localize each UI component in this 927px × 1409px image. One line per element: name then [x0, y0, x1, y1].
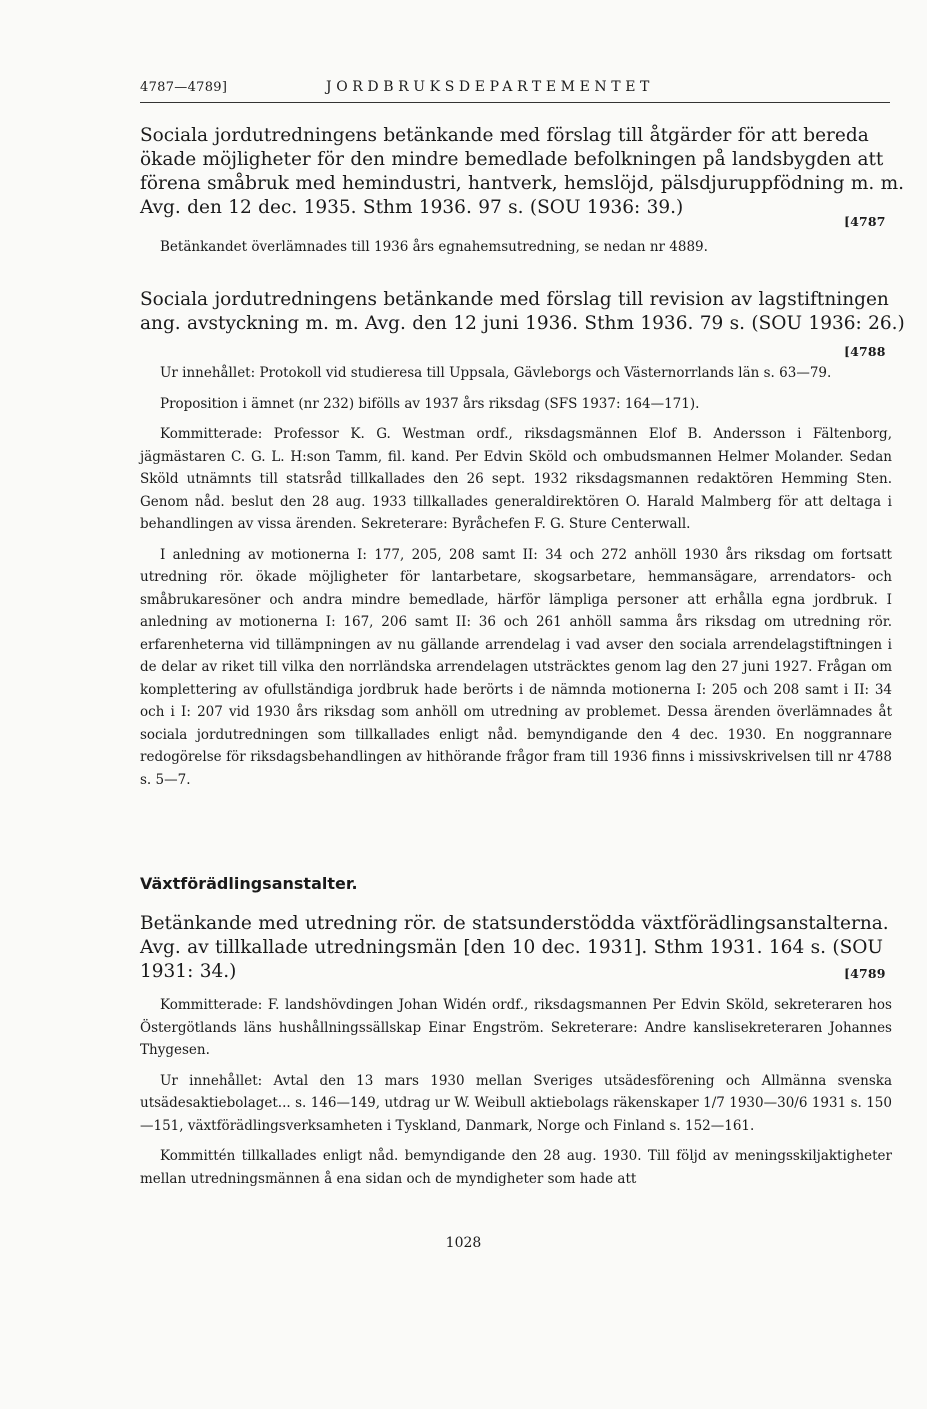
title-line: Sociala jordutredningens betänkande med förslag till revision av lagstiftningen — [140, 289, 889, 310]
title-line: Sociala jordutredningens betänkande med förslag till åtgärder för att bereda — [140, 125, 869, 146]
entry-number-4789: [4789 — [844, 966, 886, 981]
entry-number-4787: [4787 — [844, 214, 886, 229]
note-paragraph: Betänkandet överlämnades till 1936 års egnahemsutredning, se nedan nr 4889. — [160, 239, 708, 255]
entry-number-4788: [4788 — [844, 344, 886, 359]
note-paragraph: Ur innehållet: Avtal den 13 mars 1930 mellan Sveriges utsädesförening och Allmänna svenska utsädesaktiebolaget... s. 146—149, utdrag ur W. Weibull aktiebolags räkenskaper 1/7 1930—30/6 1931 s. 150—151, växtförädlingsverksamheten i Tyskland, Danmark, Norge och Finland s. 152—161. — [140, 1072, 892, 1134]
section-heading: Växtförädlingsanstalter. — [140, 874, 358, 893]
note-paragraph: Kommitterade: Professor K. G. Westman ordf., riksdagsmännen Elof B. Andersson i Fältenborg, jägmästaren C. G. L. H:son Tamm, fil. kand. Per Edvin Sköld och ombudsmannen Helmer Molander. Sedan Sköld utnämnts till statsråd tillkallades den 26 sept. 1932 riksdagsmannen redaktören Hemming Sten. Genom nåd. beslut den 28 aug. 1933 tillkallades generaldirektören O. Harald Malmberg för att deltaga i behandlingen av vissa ärenden. Sekreterare: Byråchefen F. G. Sture Centerwall. — [140, 426, 892, 532]
note-paragraph: Proposition i ämnet (nr 232) bifölls av 1937 års riksdag (SFS 1937: 164—171). — [160, 395, 700, 412]
note-paragraph: Kommitterade: F. landshövdingen Johan Widén ordf., riksdagsmannen Per Edvin Sköld, sekreteraren hos Östergötlands läns hushållningssällskap Einar Engström. Sekreterare: Andre kanslisekreteraren Johannes Thygesen. — [140, 997, 892, 1058]
entry-4787-notes — [140, 236, 892, 259]
title-line: ökade möjligheter för den mindre bemedlade befolkningen på landsbygden att — [140, 149, 884, 170]
entry-range: 4787—4789] — [140, 80, 228, 95]
title-line: Avg. av tillkallade utredningsmän [den 10 dec. 1931]. Sthm 1931. 164 s. (SOU — [140, 937, 884, 958]
title-line: Betänkande med utredning rör. de statsunderstödda växtförädlingsanstalterna. — [140, 913, 889, 934]
note-paragraph: Ur innehållet: Protokoll vid studieresa till Uppsala, Gävleborgs och Västernorrlands län s. 63—79. — [160, 365, 832, 381]
entry-4789-notes — [140, 994, 892, 1190]
page-number: 1028 — [445, 1235, 482, 1251]
title-line: förena småbruk med hemindustri, hantverk, hemslöjd, pälsdjuruppfödning m. m. — [140, 173, 905, 194]
entry-4789-title — [140, 912, 892, 984]
entry-4788-notes — [140, 362, 892, 791]
header-rule — [140, 102, 890, 103]
entry-4787-title — [140, 124, 905, 220]
note-paragraph: Kommittén tillkallades enligt nåd. bemyndigande den 28 aug. 1930. Till följd av meningsskiljaktigheter mellan utredningsmännen å ena sidan och de myndigheter som hade att — [140, 1148, 892, 1187]
entry-4788-title — [140, 288, 905, 336]
title-line: ang. avstyckning m. m. Avg. den 12 juni 1936. Sthm 1936. 79 s. (SOU 1936: 26.) — [140, 313, 905, 334]
title-line: 1931: 34.) — [140, 961, 237, 982]
department-name: JORDBRUKSDEPARTEMENTET — [326, 79, 654, 95]
title-line: Avg. den 12 dec. 1935. Sthm 1936. 97 s. (SOU 1936: 39.) — [140, 197, 684, 218]
note-paragraph: I anledning av motionerna I: 177, 205, 208 samt II: 34 och 272 anhöll 1930 års riksdag om fortsatt utredning rör. ökade möjligheter för lantarbetare, skogsarbetare, hemmansägare, arrendators- och småbrukaresöner och andra mindre bemedlade, härför lämpliga personer att erhålla egna jordbruk. I anledning av motionerna I: 167, 206 samt II: 36 och 261 anhöll samma års riksdag om utredning rör. erfarenheterna vid tillämpningen av nu gällande arrendelag i vad avser den sociala arrendelagstiftningen i de delar av riket till vilka den norrländska arrendelagen utsträcktes genom lag den 27 juni 1927. Frågan om komplettering av ofullständiga jordbruk hade berörts i de nämnda motionerna I: 205 och 208 samt i II: 34 och i I: 207 vid 1930 års riksdag som anhöll om utredning av problemet. Dessa ärenden överlämnades åt sociala jordutredningen som tillkallades enligt nåd. bemyndigande den 4 dec. 1930. En noggrannare redogörelse för riksdagsbehandlingen av hithörande frågor fram till 1936 finns i missivskrivelsen till nr 4788 s. 5—7. — [140, 546, 892, 788]
running-header — [140, 80, 890, 102]
